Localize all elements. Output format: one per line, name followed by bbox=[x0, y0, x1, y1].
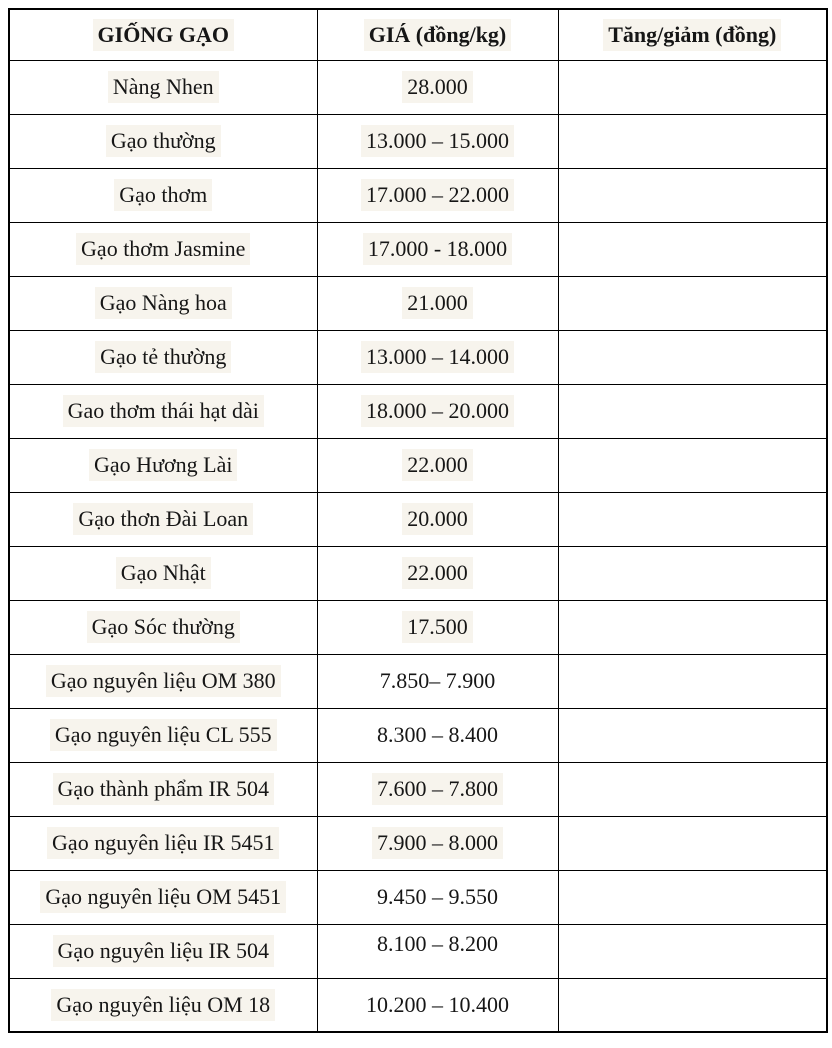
price-cell bbox=[317, 708, 558, 762]
variety-cell-text: Gạo nguyên liệu IR 504 bbox=[53, 935, 274, 967]
variety-cell-text: Gạo Hương Lài bbox=[89, 449, 237, 481]
variety-cell-text: Gạo nguyên liệu OM 18 bbox=[51, 989, 275, 1021]
variety-cell bbox=[9, 60, 317, 114]
price-cell-text: 13.000 – 14.000 bbox=[361, 341, 514, 373]
price-cell bbox=[317, 762, 558, 816]
page bbox=[0, 8, 832, 1048]
table-row bbox=[9, 546, 827, 600]
variety-cell bbox=[9, 762, 317, 816]
price-cell-text: 22.000 bbox=[402, 557, 473, 589]
price-cell-text: 13.000 – 15.000 bbox=[361, 125, 514, 157]
price-cell-text: 17.500 bbox=[402, 611, 473, 643]
header-change bbox=[558, 9, 827, 60]
variety-cell bbox=[9, 384, 317, 438]
variety-cell-text: Gạo nguyên liệu OM 5451 bbox=[40, 881, 286, 913]
table-row bbox=[9, 870, 827, 924]
variety-cell bbox=[9, 708, 317, 762]
change-cell bbox=[558, 762, 827, 816]
price-cell bbox=[317, 60, 558, 114]
price-cell bbox=[317, 276, 558, 330]
variety-cell-text: Gạo Sóc thường bbox=[87, 611, 240, 643]
table-row bbox=[9, 384, 827, 438]
variety-cell bbox=[9, 654, 317, 708]
header-change-label: Tăng/giảm (đồng) bbox=[603, 19, 781, 51]
price-cell bbox=[317, 870, 558, 924]
change-cell bbox=[558, 330, 827, 384]
header-variety bbox=[9, 9, 317, 60]
variety-cell bbox=[9, 330, 317, 384]
table-row bbox=[9, 492, 827, 546]
table-row bbox=[9, 60, 827, 114]
change-cell bbox=[558, 924, 827, 978]
change-cell bbox=[558, 708, 827, 762]
variety-cell bbox=[9, 600, 317, 654]
variety-cell bbox=[9, 438, 317, 492]
variety-cell-text: Gạo nguyên liệu CL 555 bbox=[50, 719, 277, 751]
change-cell bbox=[558, 114, 827, 168]
price-cell-text: 22.000 bbox=[402, 449, 473, 481]
price-cell-text: 8.300 – 8.400 bbox=[377, 722, 498, 748]
price-cell bbox=[317, 384, 558, 438]
table-row bbox=[9, 114, 827, 168]
change-cell bbox=[558, 168, 827, 222]
table-body bbox=[9, 60, 827, 1032]
variety-cell-text: Gạo Nàng hoa bbox=[95, 287, 232, 319]
change-cell bbox=[558, 222, 827, 276]
price-cell bbox=[317, 924, 558, 978]
change-cell bbox=[558, 546, 827, 600]
variety-cell bbox=[9, 492, 317, 546]
table-row bbox=[9, 600, 827, 654]
variety-cell-text: Gạo thường bbox=[106, 125, 221, 157]
table-row bbox=[9, 330, 827, 384]
variety-cell-text: Nàng Nhen bbox=[108, 71, 219, 103]
price-cell-text: 8.100 – 8.200 bbox=[377, 930, 498, 956]
table-row bbox=[9, 654, 827, 708]
change-cell bbox=[558, 870, 827, 924]
change-cell bbox=[558, 600, 827, 654]
change-cell bbox=[558, 654, 827, 708]
price-cell-text: 17.000 – 22.000 bbox=[361, 179, 514, 211]
table-row bbox=[9, 222, 827, 276]
table-row bbox=[9, 762, 827, 816]
price-cell bbox=[317, 600, 558, 654]
variety-cell-text: Gạo thơm bbox=[114, 179, 212, 211]
change-cell bbox=[558, 276, 827, 330]
variety-cell bbox=[9, 978, 317, 1032]
price-cell bbox=[317, 114, 558, 168]
variety-cell-text: Gạo nguyên liệu IR 5451 bbox=[47, 827, 279, 859]
price-cell-text: 17.000 - 18.000 bbox=[363, 233, 512, 265]
header-price-label: GIÁ (đồng/kg) bbox=[364, 19, 512, 51]
change-cell bbox=[558, 492, 827, 546]
table-row bbox=[9, 168, 827, 222]
variety-cell-text: Gạo Nhật bbox=[116, 557, 211, 589]
rice-price-table bbox=[8, 8, 828, 1033]
price-cell bbox=[317, 168, 558, 222]
table-row bbox=[9, 816, 827, 870]
table-row bbox=[9, 438, 827, 492]
price-cell-text: 7.600 – 7.800 bbox=[372, 773, 503, 805]
table-row bbox=[9, 276, 827, 330]
variety-cell-text: Gạo thơm Jasmine bbox=[76, 233, 250, 265]
variety-cell-text: Gạo thơn Đài Loan bbox=[73, 503, 253, 535]
variety-cell bbox=[9, 816, 317, 870]
variety-cell bbox=[9, 276, 317, 330]
header-price bbox=[317, 9, 558, 60]
header-variety-label: GIỐNG GẠO bbox=[93, 19, 234, 51]
variety-cell-text: Gạo tẻ thường bbox=[95, 341, 231, 373]
price-cell bbox=[317, 492, 558, 546]
change-cell bbox=[558, 384, 827, 438]
table-row bbox=[9, 978, 827, 1032]
variety-cell bbox=[9, 222, 317, 276]
price-cell bbox=[317, 546, 558, 600]
change-cell bbox=[558, 816, 827, 870]
price-cell-text: 7.850– 7.900 bbox=[379, 668, 496, 694]
price-cell-text: 18.000 – 20.000 bbox=[361, 395, 514, 427]
variety-cell-text: Gạo thành phẩm IR 504 bbox=[53, 773, 274, 805]
price-cell bbox=[317, 330, 558, 384]
change-cell bbox=[558, 60, 827, 114]
variety-cell-text: Gạo nguyên liệu OM 380 bbox=[46, 665, 281, 697]
price-cell bbox=[317, 438, 558, 492]
price-cell-text: 7.900 – 8.000 bbox=[372, 827, 503, 859]
price-cell-text: 21.000 bbox=[402, 287, 473, 319]
price-cell-text: 9.450 – 9.550 bbox=[377, 884, 498, 910]
change-cell bbox=[558, 438, 827, 492]
table-row bbox=[9, 708, 827, 762]
price-cell-text: 28.000 bbox=[402, 71, 473, 103]
change-cell bbox=[558, 978, 827, 1032]
price-cell bbox=[317, 222, 558, 276]
price-cell-text: 10.200 – 10.400 bbox=[366, 992, 509, 1017]
price-cell bbox=[317, 654, 558, 708]
variety-cell-text: Gao thơm thái hạt dài bbox=[63, 395, 264, 427]
variety-cell bbox=[9, 870, 317, 924]
price-cell-text: 20.000 bbox=[402, 503, 473, 535]
variety-cell bbox=[9, 924, 317, 978]
table-row bbox=[9, 924, 827, 978]
price-cell bbox=[317, 816, 558, 870]
header-row bbox=[9, 9, 827, 60]
variety-cell bbox=[9, 546, 317, 600]
variety-cell bbox=[9, 114, 317, 168]
price-cell bbox=[317, 978, 558, 1032]
variety-cell bbox=[9, 168, 317, 222]
